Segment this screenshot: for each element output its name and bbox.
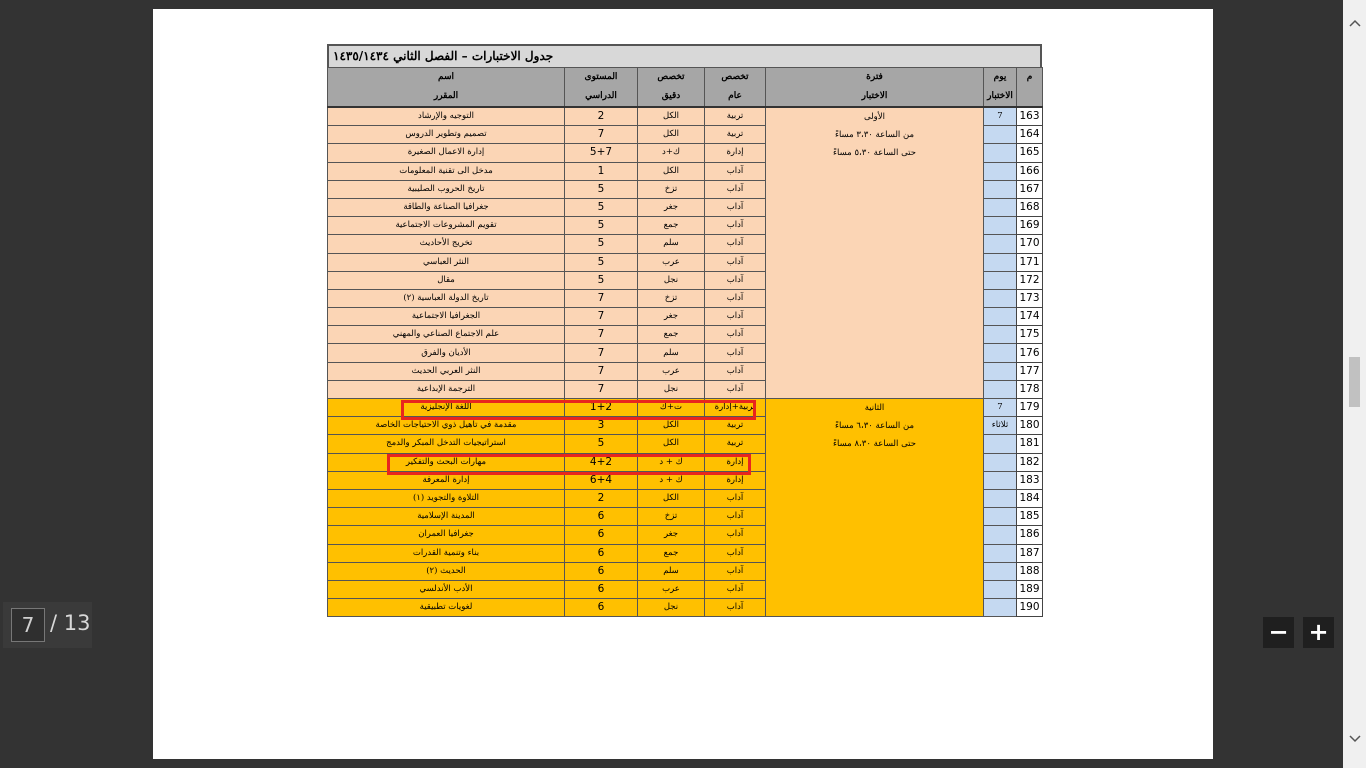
row-number: 172 [1017, 271, 1043, 289]
level-cell: 6 [565, 508, 638, 526]
row-number: 176 [1017, 344, 1043, 362]
general-specialty-cell: آداب [705, 198, 766, 216]
course-name-cell: تخريج الأحاديث [328, 235, 565, 253]
header-general-sub: عام [705, 87, 766, 107]
row-number: 174 [1017, 308, 1043, 326]
specific-specialty-cell: عرب [638, 253, 705, 271]
specific-specialty-cell: جمع [638, 217, 705, 235]
level-cell: 7 [565, 289, 638, 307]
level-cell: 5 [565, 180, 638, 198]
table-header [328, 68, 1043, 108]
row-number: 189 [1017, 580, 1043, 598]
level-cell: 3 [565, 417, 638, 435]
exam-day-cell [984, 562, 1017, 580]
course-name-cell: علم الاجتماع الصناعي والمهني [328, 326, 565, 344]
general-specialty-cell: آداب [705, 162, 766, 180]
exam-day-cell: 7 [984, 399, 1017, 417]
level-cell: 7 [565, 126, 638, 144]
row-number: 170 [1017, 235, 1043, 253]
row-number: 181 [1017, 435, 1043, 453]
level-cell: 7 [565, 308, 638, 326]
exam-day-cell [984, 453, 1017, 471]
specific-specialty-cell: سلم [638, 562, 705, 580]
general-specialty-cell: تربية [705, 126, 766, 144]
level-cell: 2 [565, 489, 638, 507]
general-specialty-cell: آداب [705, 253, 766, 271]
specific-specialty-cell: نجل [638, 271, 705, 289]
course-name-cell: تصميم وتطوير الدروس [328, 126, 565, 144]
specific-specialty-cell: جمع [638, 544, 705, 562]
table-row [328, 107, 1043, 126]
row-number: 177 [1017, 362, 1043, 380]
general-specialty-cell: آداب [705, 271, 766, 289]
schedule-title-bar [327, 44, 1042, 67]
course-name-cell: مقال [328, 271, 565, 289]
current-page-input[interactable] [11, 608, 45, 642]
course-name-cell: مهارات البحث والتفكير [328, 453, 565, 471]
row-number: 185 [1017, 508, 1043, 526]
specific-specialty-cell: جغر [638, 526, 705, 544]
course-name-cell: الجغرافيا الاجتماعية [328, 308, 565, 326]
zoom-in-button[interactable]: + [1303, 617, 1334, 648]
row-number: 171 [1017, 253, 1043, 271]
header-course: اسم [328, 68, 565, 88]
row-number: 169 [1017, 217, 1043, 235]
general-specialty-cell: آداب [705, 180, 766, 198]
exam-period-cell [766, 107, 984, 399]
course-name-cell: النثر العباسي [328, 253, 565, 271]
level-cell: 7 [565, 326, 638, 344]
specific-specialty-cell: ت+ك [638, 399, 705, 417]
period-period-name: الثانية [864, 403, 885, 413]
course-name-cell: الترجمة الإبداعية [328, 380, 565, 398]
general-specialty-cell: آداب [705, 526, 766, 544]
general-specialty-cell: آداب [705, 362, 766, 380]
vertical-scrollbar[interactable] [1343, 0, 1366, 768]
level-cell: 6 [565, 599, 638, 617]
specific-specialty-cell: الكل [638, 162, 705, 180]
row-number: 178 [1017, 380, 1043, 398]
course-name-cell: تاريخ الحروب الصليبية [328, 180, 565, 198]
course-name-cell: المدينة الإسلامية [328, 508, 565, 526]
row-number: 186 [1017, 526, 1043, 544]
exam-day-cell [984, 253, 1017, 271]
course-name-cell: النثر العربي الحديث [328, 362, 565, 380]
specific-specialty-cell: ك+د [638, 144, 705, 162]
general-specialty-cell: آداب [705, 326, 766, 344]
course-name-cell: التوجيه والإرشاد [328, 107, 565, 126]
course-name-cell: تاريخ الدولة العباسية (٢) [328, 289, 565, 307]
row-number: 187 [1017, 544, 1043, 562]
exam-schedule-table [327, 67, 1043, 617]
level-cell: 6 [565, 562, 638, 580]
exam-day-cell [984, 198, 1017, 216]
page-navigator [3, 602, 92, 648]
exam-day-cell [984, 599, 1017, 617]
exam-day-cell [984, 235, 1017, 253]
total-pages: / 13 [50, 611, 91, 635]
row-number: 180 [1017, 417, 1043, 435]
specific-specialty-cell: ك + د [638, 453, 705, 471]
exam-day-cell [984, 362, 1017, 380]
course-name-cell: استراتيجيات التدخل المبكر والدمج [328, 435, 565, 453]
header-day: يوم [984, 68, 1017, 88]
level-cell: 5 [565, 235, 638, 253]
specific-specialty-cell: ك + د [638, 471, 705, 489]
scrollbar-thumb[interactable] [1349, 357, 1360, 407]
exam-day-cell [984, 271, 1017, 289]
level-cell: 5 [565, 253, 638, 271]
header-m-sub [1017, 87, 1043, 107]
exam-day-cell [984, 435, 1017, 453]
exam-day-cell [984, 344, 1017, 362]
period-period-name: الأولى [864, 112, 885, 122]
exam-day-cell: 7 [984, 107, 1017, 126]
exam-day-cell [984, 471, 1017, 489]
header-m: م [1017, 68, 1043, 88]
level-cell: 2 [565, 107, 638, 126]
specific-specialty-cell: تزخ [638, 289, 705, 307]
exam-day-cell [984, 126, 1017, 144]
general-specialty-cell: تربية+إدارة [705, 399, 766, 417]
specific-specialty-cell: الكل [638, 489, 705, 507]
general-specialty-cell: آداب [705, 508, 766, 526]
row-number: 173 [1017, 289, 1043, 307]
specific-specialty-cell: الكل [638, 126, 705, 144]
specific-specialty-cell: تزخ [638, 508, 705, 526]
table-body [328, 107, 1043, 617]
specific-specialty-cell: تزخ [638, 180, 705, 198]
exam-day-cell [984, 489, 1017, 507]
course-name-cell: التلاوة والتجويد (١) [328, 489, 565, 507]
table-row [328, 399, 1043, 417]
course-name-cell: تقويم المشروعات الاجتماعية [328, 217, 565, 235]
level-cell: 1+2 [565, 399, 638, 417]
row-number: 166 [1017, 162, 1043, 180]
specific-specialty-cell: جمع [638, 326, 705, 344]
course-name-cell: لغويات تطبيقية [328, 599, 565, 617]
specific-specialty-cell: نجل [638, 380, 705, 398]
header-specific-sub: دقيق [638, 87, 705, 107]
exam-day-cell [984, 526, 1017, 544]
course-name-cell: اللغة الإنجليزية [328, 399, 565, 417]
general-specialty-cell: آداب [705, 562, 766, 580]
level-cell: 6 [565, 544, 638, 562]
specific-specialty-cell: عرب [638, 580, 705, 598]
header-general: تخصص [705, 68, 766, 88]
specific-specialty-cell: الكل [638, 435, 705, 453]
chevron-up-icon[interactable] [1343, 12, 1366, 34]
header-course-sub: المقرر [328, 87, 565, 107]
header-period: فترة [766, 68, 984, 88]
row-number: 179 [1017, 399, 1043, 417]
level-cell: 4+2 [565, 453, 638, 471]
row-number: 182 [1017, 453, 1043, 471]
chevron-down-icon[interactable] [1343, 728, 1366, 750]
general-specialty-cell: آداب [705, 544, 766, 562]
exam-schedule-sheet [327, 44, 1042, 617]
exam-day-cell [984, 217, 1017, 235]
level-cell: 6 [565, 580, 638, 598]
general-specialty-cell: آداب [705, 235, 766, 253]
course-name-cell: الأديان والفرق [328, 344, 565, 362]
period-period-to: حتى الساعة ٥،٣٠ مساءً [833, 148, 916, 158]
level-cell: 5 [565, 217, 638, 235]
level-cell: 7 [565, 344, 638, 362]
exam-day-cell [984, 144, 1017, 162]
level-cell: 1 [565, 162, 638, 180]
general-specialty-cell: إدارة [705, 144, 766, 162]
row-number: 190 [1017, 599, 1043, 617]
course-name-cell: إدارة الاعمال الصغيرة [328, 144, 565, 162]
exam-day-cell [984, 508, 1017, 526]
period-period-from: من الساعة ٦،٣٠ مساءً [834, 421, 915, 431]
general-specialty-cell: آداب [705, 580, 766, 598]
zoom-out-button[interactable]: − [1263, 617, 1294, 648]
period-period-to: حتى الساعة ٨،٣٠ مساءً [833, 439, 916, 449]
course-name-cell: مقدمة في تأهيل ذوي الاحتياجات الخاصة [328, 417, 565, 435]
course-name-cell: جغرافيا الصناعة والطاقة [328, 198, 565, 216]
course-name-cell: الأدب الأندلسي [328, 580, 565, 598]
header-specific: تخصص [638, 68, 705, 88]
specific-specialty-cell: سلم [638, 344, 705, 362]
general-specialty-cell: آداب [705, 380, 766, 398]
exam-period-cell [766, 399, 984, 617]
specific-specialty-cell: الكل [638, 417, 705, 435]
specific-specialty-cell: جغر [638, 198, 705, 216]
general-specialty-cell: تربية [705, 435, 766, 453]
general-specialty-cell: إدارة [705, 453, 766, 471]
header-level: المستوى [565, 68, 638, 88]
header-day-sub: الاختبار [984, 87, 1017, 107]
row-number: 188 [1017, 562, 1043, 580]
general-specialty-cell: تربية [705, 107, 766, 126]
course-name-cell: الحديث (٢) [328, 562, 565, 580]
level-cell: 6 [565, 526, 638, 544]
header-period-sub: الاختبار [766, 87, 984, 107]
level-cell: 5 [565, 271, 638, 289]
specific-specialty-cell: جغر [638, 308, 705, 326]
course-name-cell: مدخل الى تقنية المعلومات [328, 162, 565, 180]
level-cell: 6+4 [565, 471, 638, 489]
schedule-title: جدول الاختبارات – الفصل الثاني ١٤٣٥/١٤٣٤ [333, 49, 554, 63]
level-cell: 7 [565, 362, 638, 380]
specific-specialty-cell: عرب [638, 362, 705, 380]
row-number: 184 [1017, 489, 1043, 507]
period-period-from: من الساعة ٣،٣٠ مساءً [834, 130, 915, 140]
general-specialty-cell: آداب [705, 308, 766, 326]
exam-day-cell [984, 580, 1017, 598]
level-cell: 5+7 [565, 144, 638, 162]
general-specialty-cell: آداب [705, 217, 766, 235]
exam-day-cell [984, 289, 1017, 307]
exam-day-cell: ثلاثاء [984, 417, 1017, 435]
general-specialty-cell: إدارة [705, 471, 766, 489]
row-number: 163 [1017, 107, 1043, 126]
level-cell: 5 [565, 198, 638, 216]
row-number: 168 [1017, 198, 1043, 216]
row-number: 183 [1017, 471, 1043, 489]
row-number: 175 [1017, 326, 1043, 344]
row-number: 164 [1017, 126, 1043, 144]
general-specialty-cell: آداب [705, 599, 766, 617]
row-number: 167 [1017, 180, 1043, 198]
level-cell: 7 [565, 380, 638, 398]
course-name-cell: بناء وتنمية القدرات [328, 544, 565, 562]
general-specialty-cell: آداب [705, 344, 766, 362]
general-specialty-cell: تربية [705, 417, 766, 435]
course-name-cell: جغرافيا العمران [328, 526, 565, 544]
row-number: 165 [1017, 144, 1043, 162]
exam-day-cell [984, 180, 1017, 198]
exam-day-cell [984, 162, 1017, 180]
course-name-cell: إدارة المعرفة [328, 471, 565, 489]
general-specialty-cell: آداب [705, 489, 766, 507]
level-cell: 5 [565, 435, 638, 453]
exam-day-cell [984, 544, 1017, 562]
specific-specialty-cell: نجل [638, 599, 705, 617]
general-specialty-cell: آداب [705, 289, 766, 307]
specific-specialty-cell: الكل [638, 107, 705, 126]
header-level-sub: الدراسي [565, 87, 638, 107]
exam-day-cell [984, 308, 1017, 326]
specific-specialty-cell: سلم [638, 235, 705, 253]
exam-day-cell [984, 326, 1017, 344]
exam-day-cell [984, 380, 1017, 398]
